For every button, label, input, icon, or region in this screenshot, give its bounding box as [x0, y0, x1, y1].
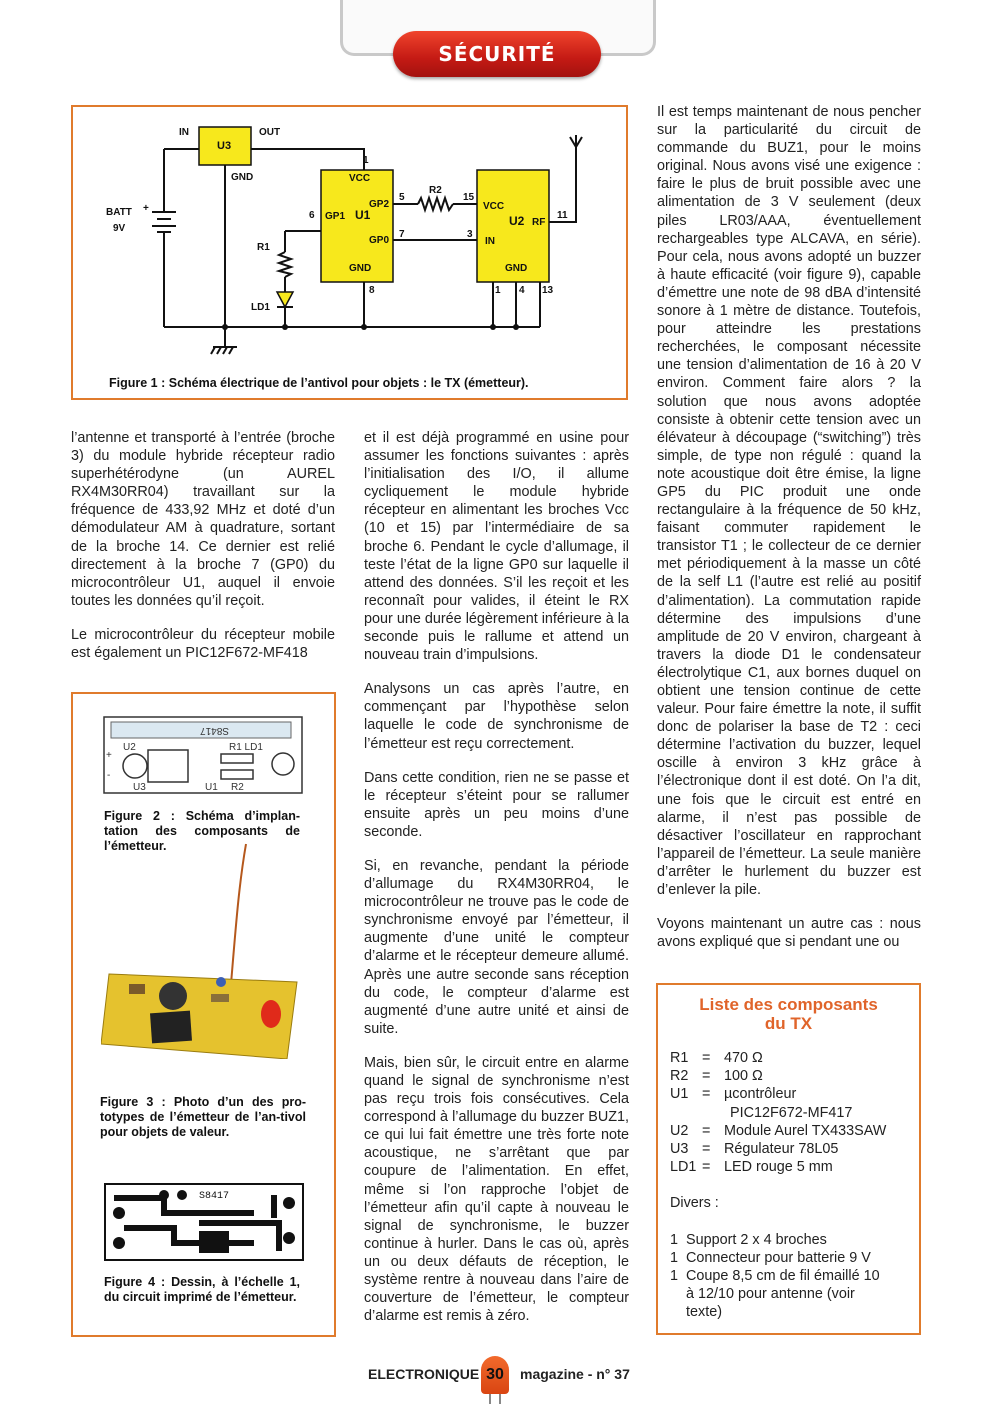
pcb-plus: +	[106, 750, 112, 761]
pin-5: 5	[399, 192, 405, 203]
parts-row	[670, 1085, 907, 1103]
figure-2-caption: Figure 2 : Schéma d’implan-tation des composants de l’émetteur.	[104, 809, 300, 853]
label-batt: BATT	[106, 207, 132, 218]
part-ref	[670, 1104, 702, 1122]
label-out: OUT	[259, 127, 281, 138]
column-2	[364, 429, 629, 1341]
part-eq: =	[702, 1159, 711, 1176]
label-u1-vcc: VCC	[349, 173, 371, 184]
part-value: Régulateur 78L05	[724, 1141, 839, 1158]
parts-row	[670, 1122, 907, 1140]
parts-row	[670, 1049, 907, 1067]
pin-8: 8	[369, 285, 375, 296]
misc-row	[670, 1231, 907, 1249]
pin-u2-4: 4	[519, 285, 525, 296]
col3-paragraph: Il est temps maintenant de nous pencher sur la particularité du circuit de commande du BUZ1, pour le moins original. Nous avons visé une exigence : faire le plus de bruit possible avec une alimentation de 3 V seulement (deux piles LR03/AAA, éventuellement rechargeables type ALCAVA, en série). Pour cela, nous avons adopté un buzzer à haute efficacité (voir figure 9), capable d’émettre une note de 98 dBA d’intensité sonore à 1 mètre de distance. Toutefois, pour atteindre les prestations recherchées, le composant nécessite une tension d’alimentation de 16 à 20 V environ. Comment faire alors ? la solution que nous avons adoptée consiste à obtenir cette tension avec un élévateur à découpage (“switching”) très simple, de type non régulé : quand la note acoustique doit être émise, la ligne GP5 du PIC produit une onde rectangulaire à la fréquence de 50 kHz, faisant commuter rapidement le transistor T1 ; le collecteur de ce dernier met périodiquement à la masse un côté de la self L1 (l’autre est relié au positif d’alimentation). La commutation rapide détermine des impulsions d’une amplitude de 20 V environ, chargeant à travers la diode D1 le condensateur électrolytique C1, aux bornes duquel on obtient une tension continue de cette valeur. Pour faire émettre la note, il suffit donc de polariser la base de T2 : ceci détermine l’activation du buzzer, lequel oscille à environ 3 kHz grâce à l’électronique dont il est doté. On l’a dit, une fois que le circuit est entré en alarme, il n’est pas possible de désactiver l’oscillateur en rapprochant l’appareil de l’émetteur. La seule manière d’arrêter le hurlement du buzzer est d’enlever la pile.	[657, 104, 921, 899]
part-value: Module Aurel TX433SAW	[724, 1122, 887, 1139]
parts-row	[670, 1067, 907, 1085]
figure-3-caption: Figure 3 : Photo d’un des pro-totypes de l’émetteur de l’an-tivol pour objets de valeur.	[100, 1095, 306, 1139]
prototype-photo	[101, 834, 301, 1059]
label-ld1: LD1	[251, 302, 270, 313]
label-gp1: GP1	[325, 211, 346, 222]
col2-paragraph: Dans cette condition, rien ne se passe et le récepteur s’éteint pour se rallumer ensuite après un peu moins d’une seconde.	[364, 769, 629, 840]
col2-paragraph: Analysons un cas après l’autre, en commençant par l’hypothèse selon laquelle le code de synchronisme de l’émetteur est reçu correctement.	[364, 681, 629, 752]
label-9v: 9V	[113, 223, 126, 234]
pin-11: 11	[557, 210, 568, 221]
pcb-r1-ld1: R1 LD1	[229, 742, 263, 753]
col2-paragraph: Mais, bien sûr, le circuit entre en alarme quand le signal de synchronisme n’est pas reçu trois fois consécutives. Cela correspond à l’allumage du buzzer BUZ1, ce qui lui fait émettre une très forte note acoustique, ne s’arrêtant que par coupure de l’alimentation. En effet, même si l’on rapproche l’objet de l’émetteur afin qu’il capte à nouveau le signal de synchronisme, le buzzer continue à hurler. Dans le cas où, après un ou deux défauts de réception, le système rentre à nouveau dans l’aire de couverture de l’émetteur, le compteur d’alarme est remis à zéro.	[364, 1054, 629, 1325]
part-ref: U3	[670, 1141, 689, 1158]
column-1	[71, 429, 335, 678]
section-banner: SÉCURITÉ	[393, 31, 601, 77]
part-ref: R1	[670, 1050, 689, 1066]
led-legs-icon	[489, 1394, 491, 1404]
pcb-artwork	[104, 1183, 304, 1261]
part-ref: U2	[670, 1122, 689, 1139]
label-u2-vcc: VCC	[483, 201, 505, 212]
misc-row	[670, 1249, 907, 1267]
pcb-ref: S8417	[200, 725, 229, 736]
misc-title: Divers :	[670, 1195, 719, 1212]
part-eq: =	[702, 1086, 711, 1103]
pin-7: 7	[399, 229, 405, 240]
footer-magazine-name: ELECTRONIQUE	[368, 1366, 480, 1382]
label-u3: U3	[217, 140, 232, 152]
misc-row	[670, 1267, 907, 1322]
circuit-schematic	[73, 107, 626, 398]
part-value: PIC12F672-MF417	[730, 1104, 853, 1121]
label-u1: U1	[355, 208, 371, 222]
part-ref: R2	[670, 1068, 689, 1085]
footer-page-number: 30	[486, 1366, 504, 1383]
part-value: 100 Ω	[724, 1068, 763, 1085]
label-in: IN	[179, 127, 189, 138]
parts-row	[670, 1158, 907, 1176]
part-eq: =	[702, 1068, 711, 1085]
part-value: µcontrôleur	[724, 1086, 797, 1103]
pcb-u2: U2	[123, 742, 136, 753]
misc-text: Support 2 x 4 broches	[686, 1231, 827, 1248]
parts-row	[670, 1140, 907, 1158]
pin-u2-13: 13	[542, 285, 554, 296]
led-legs-icon	[499, 1394, 501, 1404]
part-eq: =	[702, 1141, 711, 1158]
pin-3: 3	[467, 229, 473, 240]
col2-paragraph: et il est déjà programmé en usine pour assumer les fonctions suivantes : après l’initialisation des I/O, il allume cycliquement le module hybride récepteur en alimentant les broches Vcc (10 et 15) par l’intermédiaire de sa broche 6. Pendant le cycle d’allumage, il teste l’état de la ligne GP0 sur laquelle il attend des données. S’il les reçoit et les reconnaît pour valides, il éteint le RX pour une durée légèrement inférieure à la seconde puis le rallume et attend un nouveau train d’impulsions.	[364, 430, 629, 664]
column-3	[657, 103, 921, 967]
label-r2: R2	[429, 185, 442, 196]
pcb-u3: U3	[133, 782, 146, 793]
misc-text: Coupe 8,5 cm de fil émaillé 10 à 12/10 pour antenne (voir texte)	[686, 1268, 880, 1321]
figure-1	[71, 105, 628, 400]
label-gp2: GP2	[369, 199, 390, 210]
pin-15: 15	[463, 192, 475, 203]
figure-4-caption: Figure 4 : Dessin, à l’échelle 1, du circuit imprimé de l’émetteur.	[104, 1275, 300, 1304]
label-u2-in: IN	[485, 236, 495, 247]
part-eq: =	[702, 1050, 711, 1066]
footer-issue: magazine - n° 37	[520, 1366, 630, 1382]
parts-row	[670, 1104, 907, 1122]
parts-list-title: Liste des composants du TX	[699, 995, 878, 1033]
pcb-artwork-ref: S8417	[199, 1191, 230, 1202]
col2-paragraph: Si, en revanche, pendant la période d’allumage du RX4M30RR04, le microcontrôleur ne trouve pas le code de synchronisme envoyé par l’émetteur, il augmente d’une unité le compteur d’alarme et le récepteur demeure allumé. Après une autre seconde sans réception du code, le compteur d’alarme est augmenté d’une autre unité et ainsi de suite.	[364, 857, 629, 1037]
misc-text: Connecteur pour batterie 9 V	[686, 1249, 871, 1266]
part-ref: LD1	[670, 1159, 697, 1176]
figures-2-4	[71, 692, 336, 1337]
col1-paragraph: l’antenne et transporté à l’entrée (broche 3) du module hybride récepteur radio superhétérodyne (un AUREL RX4M30RR04) travaillant sur la fréquence de 433,92 MHz et doté d’un démodulateur AM à quadrature, sortant de la broche 14. Ce dernier est relié directement à la broche 7 (GP0) du microcontrôleur U1, auquel il envoie toutes les données qu’il reçoit.	[71, 430, 335, 609]
part-value: 470 Ω	[724, 1050, 763, 1066]
pcb-u1: U1	[205, 782, 218, 793]
figure-1-caption: Figure 1 : Schéma électrique de l’antivol pour objets : le TX (émetteur).	[109, 376, 529, 390]
footer-page-led-icon	[481, 1356, 509, 1394]
label-gp0: GP0	[369, 235, 390, 246]
part-eq	[702, 1104, 724, 1122]
label-rf: RF	[532, 217, 546, 228]
col1-paragraph: Le microcontrôleur du récepteur mobile est également un PIC12F672-MF418	[71, 626, 335, 662]
parts-list-box	[656, 983, 921, 1335]
label-u1-gnd: GND	[349, 263, 372, 274]
label-u3-gnd: GND	[231, 172, 254, 183]
part-eq: =	[702, 1122, 711, 1139]
part-ref: U1	[670, 1086, 689, 1103]
pin-u2-1: 1	[495, 285, 501, 296]
misc-qty: 1	[670, 1249, 679, 1266]
label-u2: U2	[509, 214, 525, 228]
misc-qty: 1	[670, 1268, 679, 1285]
pcb-minus: -	[107, 770, 111, 781]
label-u2-gnd: GND	[505, 263, 528, 274]
pin-1: 1	[363, 155, 369, 166]
label-r1: R1	[257, 242, 270, 253]
misc-qty: 1	[670, 1231, 679, 1248]
pcb-r2: R2	[231, 782, 244, 793]
pin-6: 6	[309, 210, 315, 221]
parts-list	[670, 1049, 907, 1322]
col3-paragraph: Voyons maintenant un autre cas : nous avons expliqué que si pendant une ou	[657, 916, 921, 951]
pcb-component-layout	[103, 716, 303, 794]
label-plus: +	[143, 203, 149, 214]
part-value: LED rouge 5 mm	[724, 1159, 833, 1176]
